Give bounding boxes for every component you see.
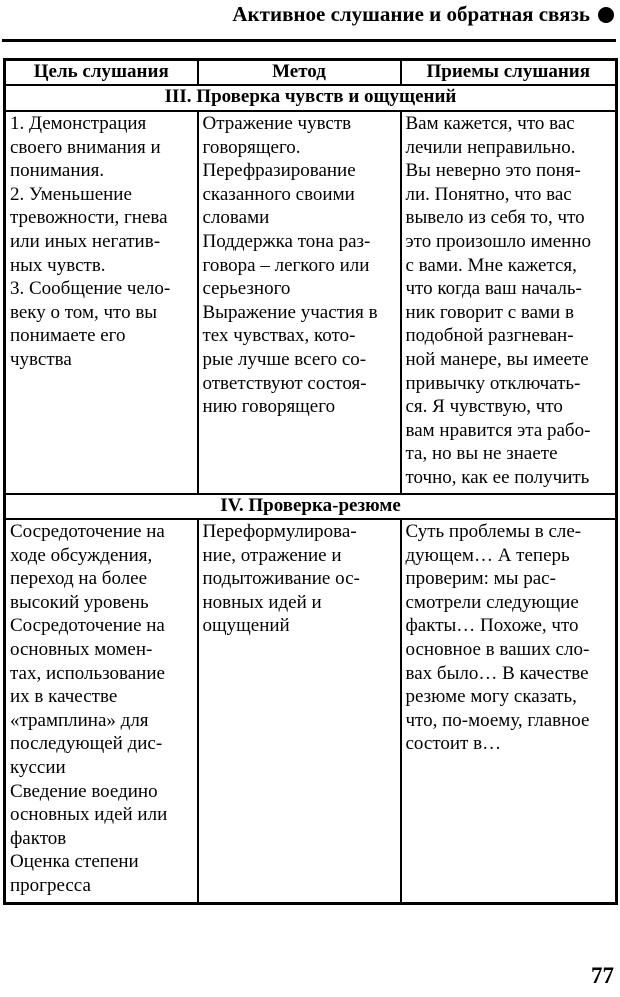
cell-text-line: чувства (10, 348, 72, 370)
cell-text-line: проверим: мы рас- (405, 568, 556, 590)
section-title-feelings: III. Проверка чувств и ощущений (5, 85, 617, 111)
cell-text-line: говорящего. (202, 136, 301, 158)
cell-text-line: Переформулирова- (202, 521, 357, 542)
cell-text-line: Вы неверно это поня- (405, 160, 581, 182)
cell-text-line: их в качестве (10, 686, 118, 708)
cell-text-line: состоит в… (405, 733, 502, 755)
cell-text-line: словами (202, 207, 270, 229)
running-title: Активное слушание и обратная связь (232, 2, 590, 26)
cell-techniques (401, 519, 617, 904)
cell-text-line: Оценка степени (10, 851, 139, 873)
cell-text-line: куссии (10, 756, 66, 778)
cell-text-line: ся. Я чувствую, что (405, 396, 563, 418)
cell-text-line: Сведение воедино (10, 780, 158, 802)
cell-text-line: серьезного (202, 278, 291, 300)
table-row (5, 111, 617, 494)
cell-text-line: ние, отражение и (202, 544, 342, 566)
cell-text-line: основное в ваших сло- (405, 638, 590, 660)
cell-text-line: ных чувств. (10, 254, 106, 276)
cell-text-line: ощущений (202, 615, 290, 637)
header-rule (2, 39, 616, 42)
cell-text-line: 1. Демонстрация (10, 113, 147, 134)
cell-text-line: та, но вы не знаете (405, 443, 558, 465)
cell-text-line: подобной разгневан- (405, 325, 574, 347)
running-header (232, 2, 614, 27)
cell-text-line: факты… Похоже, что (405, 615, 579, 637)
cell-text-line: последующей дис- (10, 733, 163, 755)
cell-method (198, 111, 401, 494)
cell-text-line: ник говорит с вами в (405, 301, 574, 323)
cell-text-line: переход на более (10, 568, 148, 590)
section-header-row (5, 494, 617, 519)
cell-text-line: или иных негатив- (10, 230, 161, 252)
cell-text-line: Вам кажется, что вас (405, 113, 575, 134)
cell-method (198, 519, 401, 904)
cell-text-line: говора – легкого или (202, 254, 370, 276)
column-header-goal: Цель слушания (5, 60, 198, 86)
cell-text-line: основных идей или (10, 804, 168, 826)
cell-text-line: Перефразирование (202, 160, 356, 182)
page-number: 77 (591, 963, 614, 988)
cell-text-line: Выражение участия в (202, 301, 378, 323)
cell-text-line: веку о том, что вы (10, 301, 158, 323)
cell-text-line: вывело из себя то, что (405, 207, 585, 229)
cell-text-line: тревожности, гнева (10, 207, 168, 229)
cell-text-line: понимаете его (10, 325, 126, 347)
cell-text-line: 2. Уменьшение (10, 183, 132, 205)
cell-text-line: лечили неправильно. (405, 136, 576, 158)
table-row (5, 519, 617, 904)
cell-techniques (401, 111, 617, 494)
cell-text-line: смотрели следующие (405, 591, 579, 613)
cell-text-line: «трамплина» для (10, 709, 149, 731)
cell-text-line: что когда ваш началь- (405, 278, 582, 300)
cell-text-line: своего внимания и (10, 136, 161, 158)
column-header-method: Метод (198, 60, 401, 86)
cell-text-line: сказанного своими (202, 183, 355, 205)
cell-goal (5, 519, 198, 904)
cell-text-line: дующем… А теперь (405, 544, 570, 566)
cell-text-line: с вами. Мне кажется, (405, 254, 577, 276)
cell-text-line: ходе обсуждения, (10, 544, 153, 566)
cell-text-line: привычку отключать- (405, 372, 581, 394)
cell-text-line: ной манере, вы имеете (405, 348, 589, 370)
cell-text-line: подытоживание ос- (202, 568, 360, 590)
cell-text-line: тех чувствах, кото- (202, 325, 356, 347)
table-header-row (5, 60, 617, 86)
cell-text-line: нию говорящего (202, 396, 336, 418)
cell-text-line: высокий уровень (10, 591, 149, 613)
cell-text-line: вам нравится эта рабо- (405, 419, 591, 441)
cell-text-line: новных идей и (202, 591, 322, 613)
column-header-techniques: Приемы слушания (401, 60, 617, 86)
cell-text-line: резюме могу сказать, (405, 686, 577, 708)
cell-text-line: рые лучше всего со- (202, 348, 367, 370)
cell-text-line: Суть проблемы в сле- (405, 521, 582, 542)
section-header-row (5, 85, 617, 111)
cell-text-line: прогресса (10, 874, 91, 896)
cell-text-line: основных момен- (10, 638, 153, 660)
section-title-summary: IV. Проверка-резюме (5, 494, 617, 519)
cell-text-line: ответствуют состоя- (202, 372, 367, 394)
listening-techniques-table (3, 58, 618, 905)
cell-goal (5, 111, 198, 494)
bullet-icon (598, 7, 614, 23)
cell-text-line: Сосредоточение на (10, 615, 165, 637)
cell-text-line: вах было… В качестве (405, 662, 589, 684)
cell-text-line: Поддержка тона раз- (202, 230, 371, 252)
cell-text-line: тах, использование (10, 662, 165, 684)
cell-text-line: это произошло именно (405, 230, 592, 252)
cell-text-line: что, по-моему, главное (405, 709, 590, 731)
cell-text-line: ли. Понятно, что вас (405, 183, 572, 205)
cell-text-line: Отражение чувств (202, 113, 352, 134)
cell-text-line: понимания. (10, 160, 105, 182)
cell-text-line: Сосредоточение на (10, 521, 165, 542)
cell-text-line: 3. Сообщение чело- (10, 278, 171, 300)
cell-text-line: точно, как ее получить (405, 466, 590, 488)
cell-text-line: фактов (10, 827, 67, 849)
